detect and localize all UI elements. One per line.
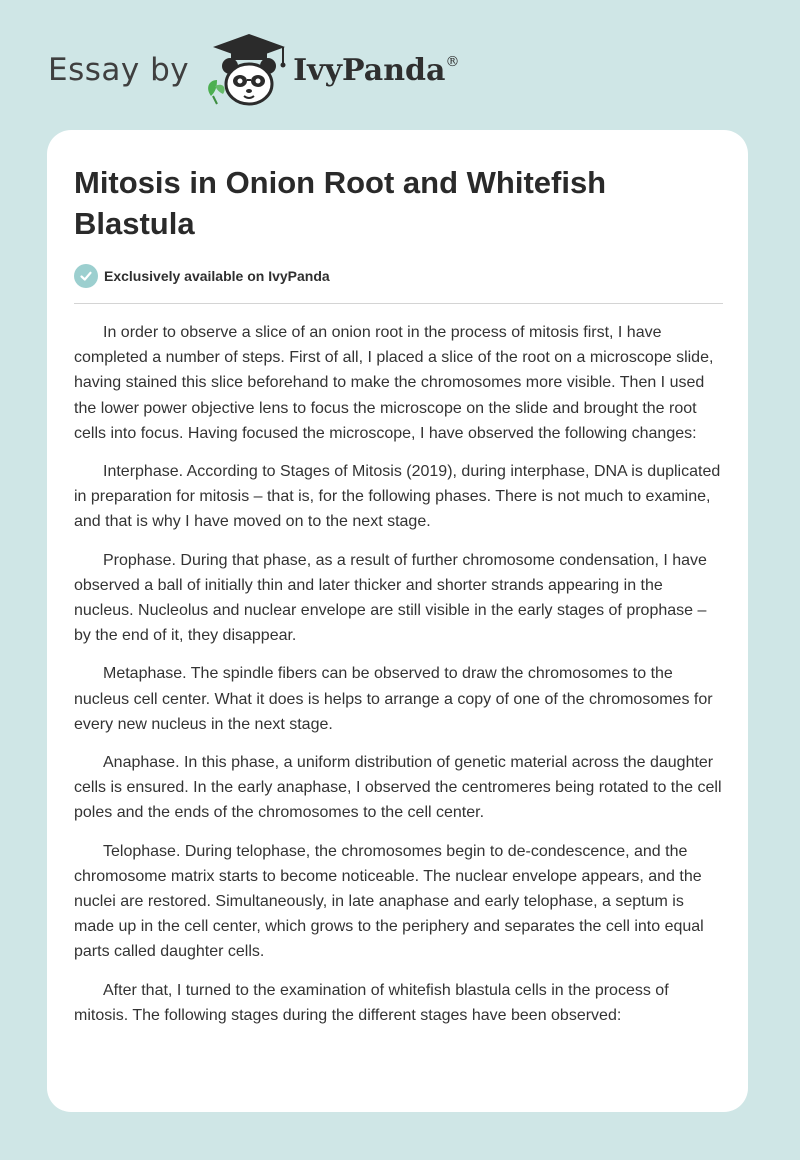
paragraph: Anaphase. In this phase, a uniform distribution of genetic material across the daughter cells is ensured. In the early anaphase, I observed the centromeres being rotated to the cell poles and the ends of the chromosomes to the cell center. <box>74 754 722 822</box>
paragraph: Telophase. During telophase, the chromosomes begin to de-condescence, and the chromosome matrix starts to become noticeable. The nuclear envelope appears, and the nuclei are restored. Simultaneously, in late anaphase and early telophase, a septum is made up in the cell center, which grows to the periphery and separates the cell into equal parts called daughter cells. <box>74 842 704 961</box>
paragraph: In order to observe a slice of an onion root in the process of mitosis first, I have completed a number of steps. First of all, I placed a slice of the root on a microscope slide, having stained this slice beforehand to make the chromosomes more visible. Then I used the lower power objective lens to focus the microscope on the slide and brought the root cells into focus. Having focused the microscope, I have observed the following changes: <box>74 324 714 442</box>
page-title: Mitosis in Onion Root and Whitefish Blastula <box>74 165 607 241</box>
registered-mark: ® <box>445 53 460 70</box>
paragraph: After that, I turned to the examination of whitefish blastula cells in the process of mitosis. The following stages during the different stages have been observed: <box>74 981 669 1024</box>
exclusive-badge-text: Exclusively available on IvyPanda <box>104 268 330 284</box>
paragraph: Prophase. During that phase, as a result of further chromosome condensation, I have observed a ball of initially thin and later thicker and shorter strands appearing in the nucleus. Nucleolus and nuclear envelope are still visible in the early stages of prophase – by the end of it, they disappear. <box>74 551 707 645</box>
paragraph: Metaphase. The spindle fibers can be observed to draw the chromosomes to the nucleus cell center. What it does is helps to arrange a copy of one of the chromosomes for every new nucleus in the next stage. <box>74 665 713 733</box>
brand-text: IvyPanda <box>293 52 446 88</box>
panda-graduate-icon <box>203 30 289 110</box>
site-header <box>48 30 459 110</box>
exclusive-badge <box>74 264 330 288</box>
essay-body <box>74 320 726 1041</box>
essay-by-label: Essay by <box>48 52 190 88</box>
divider <box>74 303 723 304</box>
check-icon <box>74 264 98 288</box>
paragraph: Interphase. According to Stages of Mitosis (2019), during interphase, DNA is duplicated in preparation for mitosis – that is, for the following phases. There is not much to examine, and that is why I have moved on to the next stage. <box>74 463 721 531</box>
essay-card <box>47 130 748 1112</box>
brand-name <box>293 53 459 88</box>
